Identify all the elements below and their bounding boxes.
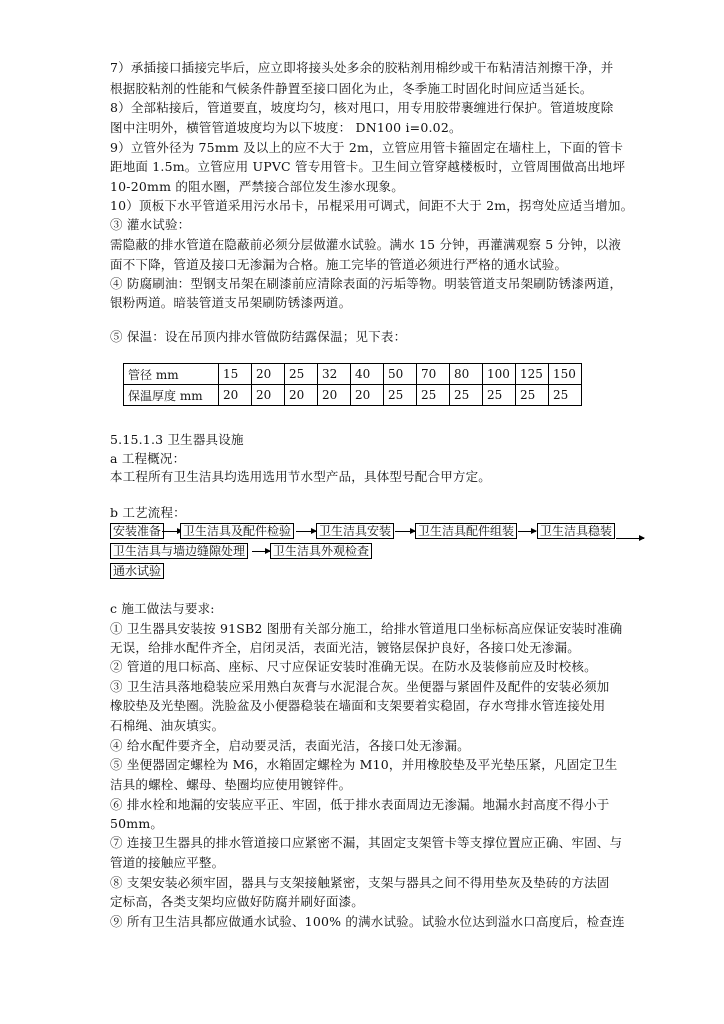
table-cell: 25 [516,385,549,406]
table-cell: 25 [450,385,483,406]
paragraph-top-2: 8）全部粘接后，管道要直，坡度均匀，核对甩口，用专用胶带裹缠进行保护。管道坡度除 [110,100,614,115]
table-cell: 25 [483,385,516,406]
table-cell: 20 [285,385,318,406]
paragraph-top-12: 银粉两道。暗装管道支吊架刷防锈漆两道。 [110,295,352,310]
flow-step-inspection: 卫生洁具及配件检验 [180,523,294,539]
flow-arrow [296,531,316,532]
table-cell: 20 [252,385,285,406]
flow-step-stabilize: 卫生洁具稳装 [537,523,615,539]
flow-arrow [518,531,536,532]
flow-arrow [395,531,415,532]
flow-arrow [162,531,182,532]
table-cell: 40 [351,364,384,385]
paragraph-top-9: 需隐蔽的排水管道在隐蔽前必须分层做灌水试验。满水 15 分钟，再灌满观察 5 分钟，以液 [110,237,622,252]
flow-step-install: 卫生洁具安装 [316,523,394,539]
paragraph-top-7: 10）顶板下水平管道采用污水吊卡，吊棍采用可调式，间距不大于 2m，拐弯处应适当增加。 [110,198,634,213]
flow-step-prep: 安装准备 [110,523,164,539]
table-row [124,385,582,406]
flow-arrow [252,551,270,552]
paragraph-bottom-10: 50mm。 [110,816,164,831]
paragraph-bottom-15: ⑨ 所有卫生洁具都应做通水试验、100% 的满水试验。试验水位达到溢水口高度后，检查连 [110,914,625,929]
paragraph-bottom-6: ④ 给水配件要齐全，启动要灵活，表面光洁，各接口处无渗漏。 [110,738,470,753]
paragraph-top-1: 根据胶粘剂的性能和气候条件静置至接口固化为止，冬季施工时固化时间应适当延长。 [110,81,593,96]
table-cell: 125 [516,364,549,385]
paragraph-bottom-9: ⑥ 排水栓和地漏的安装应平正、牢固，低于排水表面周边无渗漏。地漏水封高度不得小于 [110,797,610,812]
table-cell: 50 [384,364,417,385]
table-cell: 25 [285,364,318,385]
paragraph-top-8: ③ 灌水试验： [110,217,191,232]
paragraph-bottom-4: 橡胶垫及光垫圈。洗脸盆及小便器稳装在墙面和支架要着实稳固，存水弯排水管连接处用 [110,698,606,713]
paragraph-bottom-2: ② 管道的甩口标高、座标、尺寸应保证安装时准确无误。在防水及装修前应及时校核。 [110,659,597,674]
table-cell: 25 [417,385,450,406]
paragraph-top-5: 距地面 1.5m。立管应用 UPVC 管专用管卡。卫生间立管穿越楼板时，立管周围做高出地坪 [110,159,626,174]
paragraph-bottom-14: 定标高，各类支架均应做好防腐并刷好面漆。 [110,894,365,909]
paragraph-top-3: 图中注明外，横管管道坡度均为以下坡度： DN100 i=0.02。 [110,120,462,135]
table-cell: 20 [252,364,285,385]
flow-step-visual-check: 卫生洁具外观检查 [270,543,372,559]
paragraph-top-6: 10-20mm 的阻水圈，严禁接合部位发生渗水现象。 [110,179,404,194]
insulation-title: ⑤ 保温：设在吊顶内排水管做防结露保温；见下表： [110,329,407,344]
paragraph-top-10: 面不下降，管道及接口无渗漏为合格。施工完毕的管道必须进行严格的通水试验。 [110,257,568,272]
paragraph-bottom-5: 石棉绳、油灰填实。 [110,718,225,733]
paragraph-top-4: 9）立管外径为 75mm 及以上的应不大于 2m，立管应用管卡箍固定在墙柱上，下面的管卡 [110,140,624,155]
paragraph-bottom-13: ⑧ 支架安装必须牢固，器具与支架接触紧密，支架与器具之间不得用垫灰及垫砖的方法固 [110,875,610,890]
table-cell: 20 [318,385,351,406]
table-cell: 70 [417,364,450,385]
flow-step-gap-treatment: 卫生洁具与墙边缝隙处理 [110,543,248,559]
overview-heading: a 工程概况： [110,451,186,466]
table-cell: 15 [219,364,252,385]
paragraph-bottom-8: 洁具的螺栓、螺母、垫圈均应使用镀锌件。 [110,777,352,792]
table-cell: 20 [351,385,384,406]
table-cell: 32 [318,364,351,385]
paragraph-bottom-11: ⑦ 连接卫生器具的排水管道接口应紧密不漏，其固定支架管卡等支撑位置应正确、牢固、与 [110,835,623,850]
table-cell: 150 [549,364,582,385]
process-heading: b 工艺流程： [110,505,186,520]
table-cell: 25 [549,385,582,406]
flow-step-water-test: 通水试验 [110,563,164,579]
paragraph-bottom-1: 无误，给排水配件齐全，启闭灵活，表面光洁，镀铬层保护良好，各接口处无渗漏。 [110,640,580,655]
table-cell: 80 [450,364,483,385]
paragraph-bottom-3: ③ 卫生洁具落地稳装应采用熟白灰膏与水泥混合灰。坐便器与紧固件及配件的安装必须加 [110,679,610,694]
insulation-table [123,363,582,406]
table-cell: 100 [483,364,516,385]
row-label-pipe-diameter: 管径 mm [124,364,219,385]
section-heading: 5.15.1.3 卫生器具设施 [110,432,244,447]
table-cell: 25 [384,385,417,406]
row-label-insulation-thickness: 保温厚度 mm [124,385,219,406]
table-row [124,364,582,385]
flow-arrow [616,538,644,539]
requirements-heading: c 施工做法与要求: [110,601,215,616]
flow-step-fittings-assembly: 卫生洁具配件组装 [415,523,517,539]
overview-text: 本工程所有卫生洁具均选用选用节水型产品，具体型号配合甲方定。 [110,469,492,484]
paragraph-bottom-0: ① 卫生器具安装按 91SB2 图册有关部分施工，给排水管道甩口坐标标高应保证安装时准确 [110,621,623,636]
paragraph-top-0: 7）承插接口插接完毕后，应立即将接头处多余的胶粘剂用棉纱或干布粘清洁剂擦干净，并 [110,60,614,75]
table-cell: 20 [219,385,252,406]
paragraph-top-11: ④ 防腐刷油：型钢支吊架在刷漆前应清除表面的污垢等物。明装管道支吊架刷防锈漆两道， [110,276,623,291]
paragraph-bottom-12: 管道的接触应平整。 [110,855,225,870]
paragraph-bottom-7: ⑤ 坐便器固定螺栓为 M6，水箱固定螺栓为 M10，并用橡胶垫及平光垫压紧，凡固定卫生 [110,757,618,772]
